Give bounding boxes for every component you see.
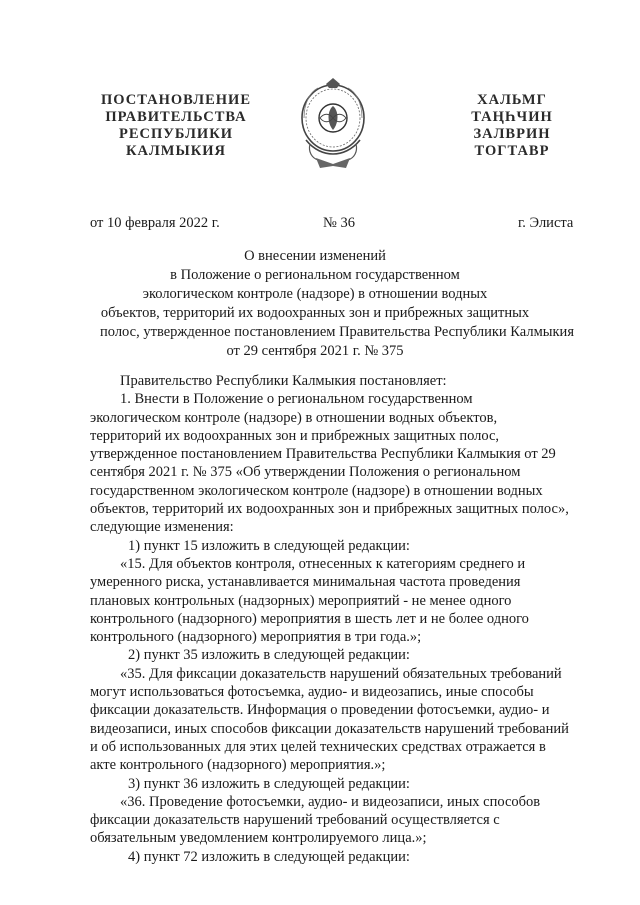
body-line: Правительство Республики Калмыкия постановляет: <box>120 373 447 389</box>
body-line: фиксации доказательств нарушений требований осуществляется с <box>90 812 500 829</box>
title-line: О внесении изменений <box>244 248 386 264</box>
document-date: от 10 февраля 2022 г. <box>90 215 220 231</box>
title-line: от 29 сентября 2021 г. № 375 <box>226 343 404 359</box>
body-line: фиксации доказательств. Информация о проведении фотосъемки, аудио- и <box>90 702 550 719</box>
header-right-line: ХАЛЬМГ <box>477 92 547 108</box>
body-line: экологическом контроле (надзоре) в отношении водных объектов, <box>90 409 498 426</box>
body-line: «15. Для объектов контроля, отнесенных к категориям среднего и <box>120 555 526 572</box>
body-line: контрольного (надзорного) мероприятия в шесть лет и не более одного <box>90 610 529 627</box>
body-line: 1. Внести в Положение о региональном государственном <box>120 391 473 408</box>
body-line: следующие изменения: <box>90 519 234 536</box>
header-left-line: КАЛМЫКИЯ <box>126 143 226 159</box>
body-line: «36. Проведение фотосъемки, аудио- и видеозаписи, иных способов <box>120 793 541 810</box>
body-line: государственном экологическом контроле (надзоре) в отношении водных <box>90 482 543 499</box>
body-line: и об использованных для этих целей технических средствах отражается в <box>90 738 546 755</box>
body-line: 4) пункт 72 изложить в следующей редакции: <box>128 848 410 865</box>
header-right-line: ЗАЛВРИН <box>473 126 551 142</box>
header-left-line: РЕСПУБЛИКИ <box>118 126 234 142</box>
body-line: плановых контрольных (надзорных) мероприятий - не менее одного <box>90 592 512 609</box>
body-line: сентября 2021 г. № 375 «Об утверждении Положения о региональном <box>90 464 521 481</box>
body-line: контрольного (надзорного) мероприятия в три года.»; <box>90 629 422 646</box>
header-right-line: ТАҢҺЧИН <box>471 109 553 125</box>
title-line: в Положение о региональном государственном <box>170 267 460 283</box>
title-line: объектов, территорий их водоохранных зон и прибрежных защитных <box>100 305 530 321</box>
body-line: 2) пункт 35 изложить в следующей редакции: <box>128 647 410 664</box>
document-title <box>100 247 574 361</box>
document-number: № 36 <box>323 215 355 231</box>
body-line: территорий их водоохранных зон и прибрежных защитных полос, <box>90 427 500 444</box>
header-right-kalmyk <box>452 92 572 160</box>
body-line: утвержденное постановлением Правительства Республики Калмыкия от 29 <box>90 446 556 463</box>
document-body <box>90 372 580 866</box>
header-left-line: ПОСТАНОВЛЕНИЕ <box>100 92 251 108</box>
body-line: видеозаписи, иных способов фиксации доказательств нарушений требований <box>90 720 569 737</box>
title-line: экологическом контроле (надзоре) в отношении водных <box>142 286 488 302</box>
body-line: умеренного риска, устанавливается минимальная частота проведения <box>90 574 521 591</box>
body-line: акте контрольного (надзорного) мероприятия.»; <box>90 757 386 774</box>
body-line: могут использоваться фотосъемка, аудио- и видеозапись, иные способы <box>90 684 534 701</box>
body-line: объектов, территорий их водоохранных зон и прибрежных защитных полос», <box>90 501 569 518</box>
body-line: 1) пункт 15 изложить в следующей редакции: <box>128 537 410 554</box>
title-line: полос, утвержденное постановлением Правительства Республики Калмыкия <box>100 324 574 340</box>
header-left-line: ПРАВИТЕЛЬСТВА <box>105 109 247 125</box>
header-right-line: ТОГТАВР <box>474 143 550 159</box>
coat-of-arms-kalmykia-icon <box>296 78 370 170</box>
body-line: 3) пункт 36 изложить в следующей редакции: <box>128 775 410 792</box>
header-left-russian <box>96 92 256 160</box>
body-line: «35. Для фиксации доказательств нарушений обязательных требований <box>120 665 562 682</box>
body-line: обязательным уведомлением контролируемого лица.»; <box>90 830 427 847</box>
document-city: г. Элиста <box>518 215 574 231</box>
